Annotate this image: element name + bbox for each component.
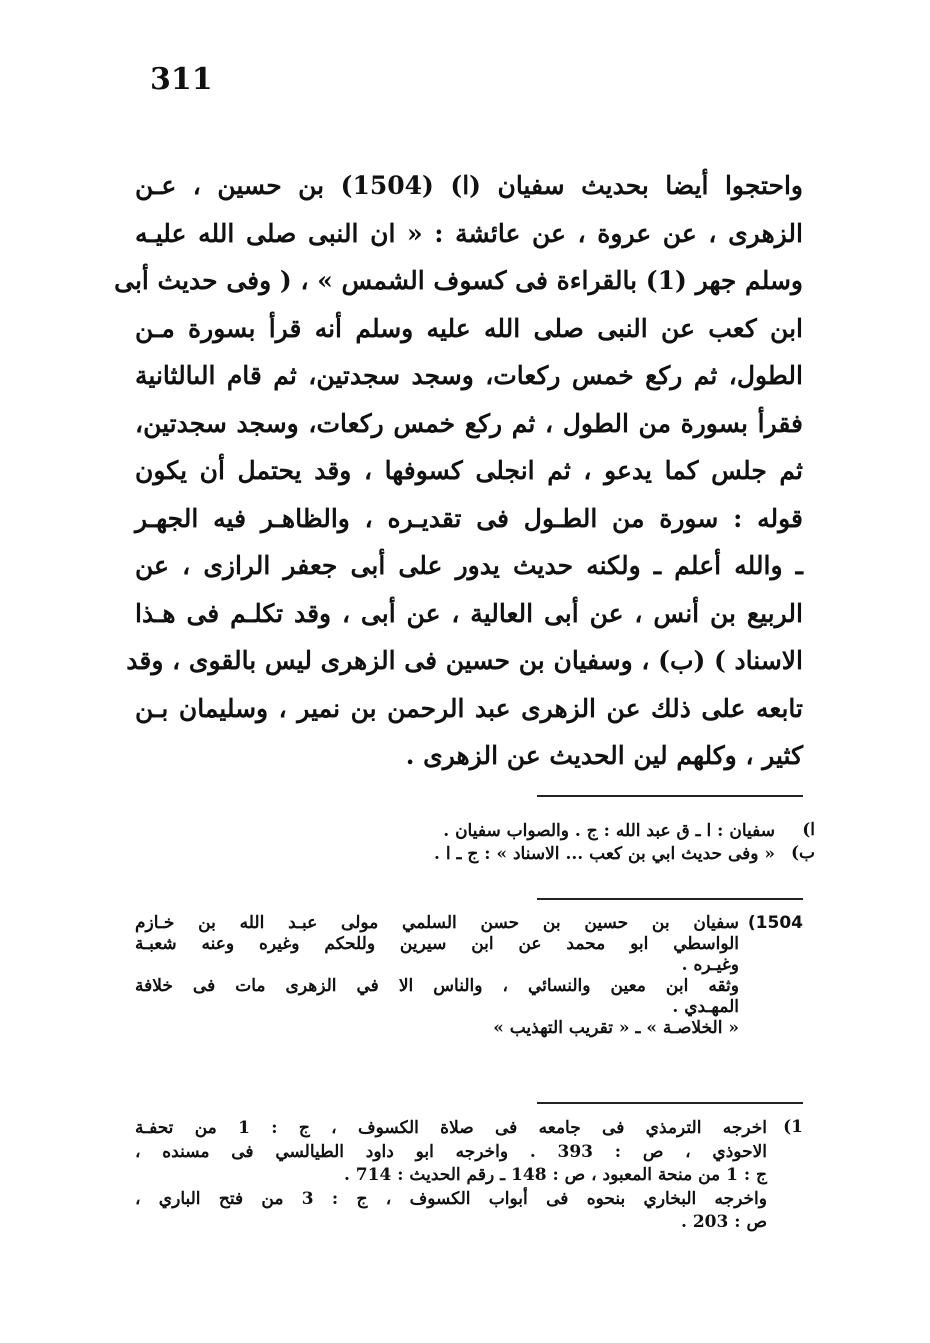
- note-line: سفيان : ا ـ ق عبد الله : ج . والصواب سفيان .: [443, 821, 775, 841]
- text-line: فقرأ بسورة من الطول ، ثم ركع خمس ركعات، وسجد سجدتين،: [135, 408, 803, 438]
- note-line: اخرجه الترمذي فى جامعه فى صلاة الكسوف ، ج : 1 من تحفـة: [135, 1118, 767, 1138]
- note-line: وغيـره .: [681, 955, 739, 975]
- text-line: قوله : سورة من الطـول فى تقديـره ، والظاهـر فيه الجهـر: [135, 503, 803, 533]
- note-line: وثقه ابن معين والنسائي ، والناس الا في الزهرى مات فى خلافة: [135, 976, 739, 996]
- note-line: سفيان بن حسين بن حسن السلمي مولى عبـد الله بن خـازم: [135, 913, 739, 933]
- note-body: [135, 913, 739, 1039]
- biography-note: [135, 913, 803, 1039]
- note-line: الاحوذي ، ص : 393 . واخرجه ابو داود الطيالسي فى مسنده ،: [135, 1141, 767, 1162]
- note-line: الواسطي ابو محمد عن ابن سيرين وللحكم وغيره وعنه شعبـة: [135, 934, 739, 954]
- text-line: واحتجوا أيضا بحديث سفيان (ا) (1504) بن حسين ، عـن: [135, 171, 803, 200]
- variant-note: [270, 843, 815, 866]
- footnote-divider: [537, 1102, 803, 1104]
- text-line: ثم جلس كما يدعو ، ثم انجلى كسوفها ، وقد يحتمل أن يكون: [135, 456, 803, 485]
- footnote-divider: [537, 795, 803, 797]
- variant-notes: [270, 820, 815, 866]
- note-marker: ا): [802, 820, 815, 840]
- note-body: [135, 1117, 767, 1235]
- text-line: الربيع بن أنس ، عن أبى العالية ، عن أبى ، وقد تكلـم فى هـذا: [135, 598, 803, 628]
- note-marker: 1504): [747, 913, 803, 933]
- note-line: المهـدي .: [672, 997, 739, 1017]
- note-body: [270, 843, 775, 866]
- reference-note: [135, 1117, 803, 1235]
- page-number: 311: [150, 62, 213, 97]
- text-line: وسلم جهر (1) بالقراءة فى كسوف الشمس » ، ( وفى حديث أبى: [114, 266, 803, 295]
- text-line: كثير ، وكلهم لين الحديث عن الزهرى .: [405, 741, 803, 770]
- note-body: [270, 820, 775, 843]
- variant-note: [270, 820, 815, 843]
- note-line: ج : 1 من منحة المعبود ، ص : 148 ـ رقم الحديث : 714 .: [343, 1165, 767, 1185]
- note-marker: ب): [790, 843, 815, 863]
- footnote-divider: [537, 898, 803, 900]
- note-line: « وفى حديث ابي بن كعب ... الاسناد » : ج ـ ا .: [433, 844, 775, 864]
- note-line: واخرجه البخاري بنحوه فى أبواب الكسوف ، ج : 3 من فتح الباري ،: [135, 1188, 767, 1209]
- bio-note: [135, 913, 803, 1039]
- text-line: تابعه على ذلك عن الزهرى عبد الرحمن بن نمير ، وسليمان بـن: [135, 693, 803, 723]
- main-text: [114, 162, 803, 780]
- text-line: الطول، ثم ركع خمس ركعات، وسجد سجدتين، ثم قام الىالثانية: [135, 361, 803, 390]
- text-line: ـ والله أعلم ـ ولكنه حديث يدور على أبى جعفر الرازى ، عن: [135, 551, 803, 580]
- note-marker: 1): [783, 1117, 803, 1137]
- note-line: « الخلاصـة » ـ « تقريب التهذيب »: [493, 1018, 739, 1038]
- text-line: الاسناد ) (ب) ، وسفيان بن حسين فى الزهرى ليس بالقوى ، وقد: [126, 646, 803, 675]
- note-line: ص : 203 .: [680, 1212, 767, 1232]
- ref-note: [135, 1117, 803, 1235]
- text-line: ابن كعب عن النبى صلى الله عليه وسلم أنه قرأ بسورة مـن: [135, 313, 803, 343]
- text-line: الزهرى ، عن عروة ، عن عائشة : « ان النبى صلى الله عليـه: [135, 218, 803, 248]
